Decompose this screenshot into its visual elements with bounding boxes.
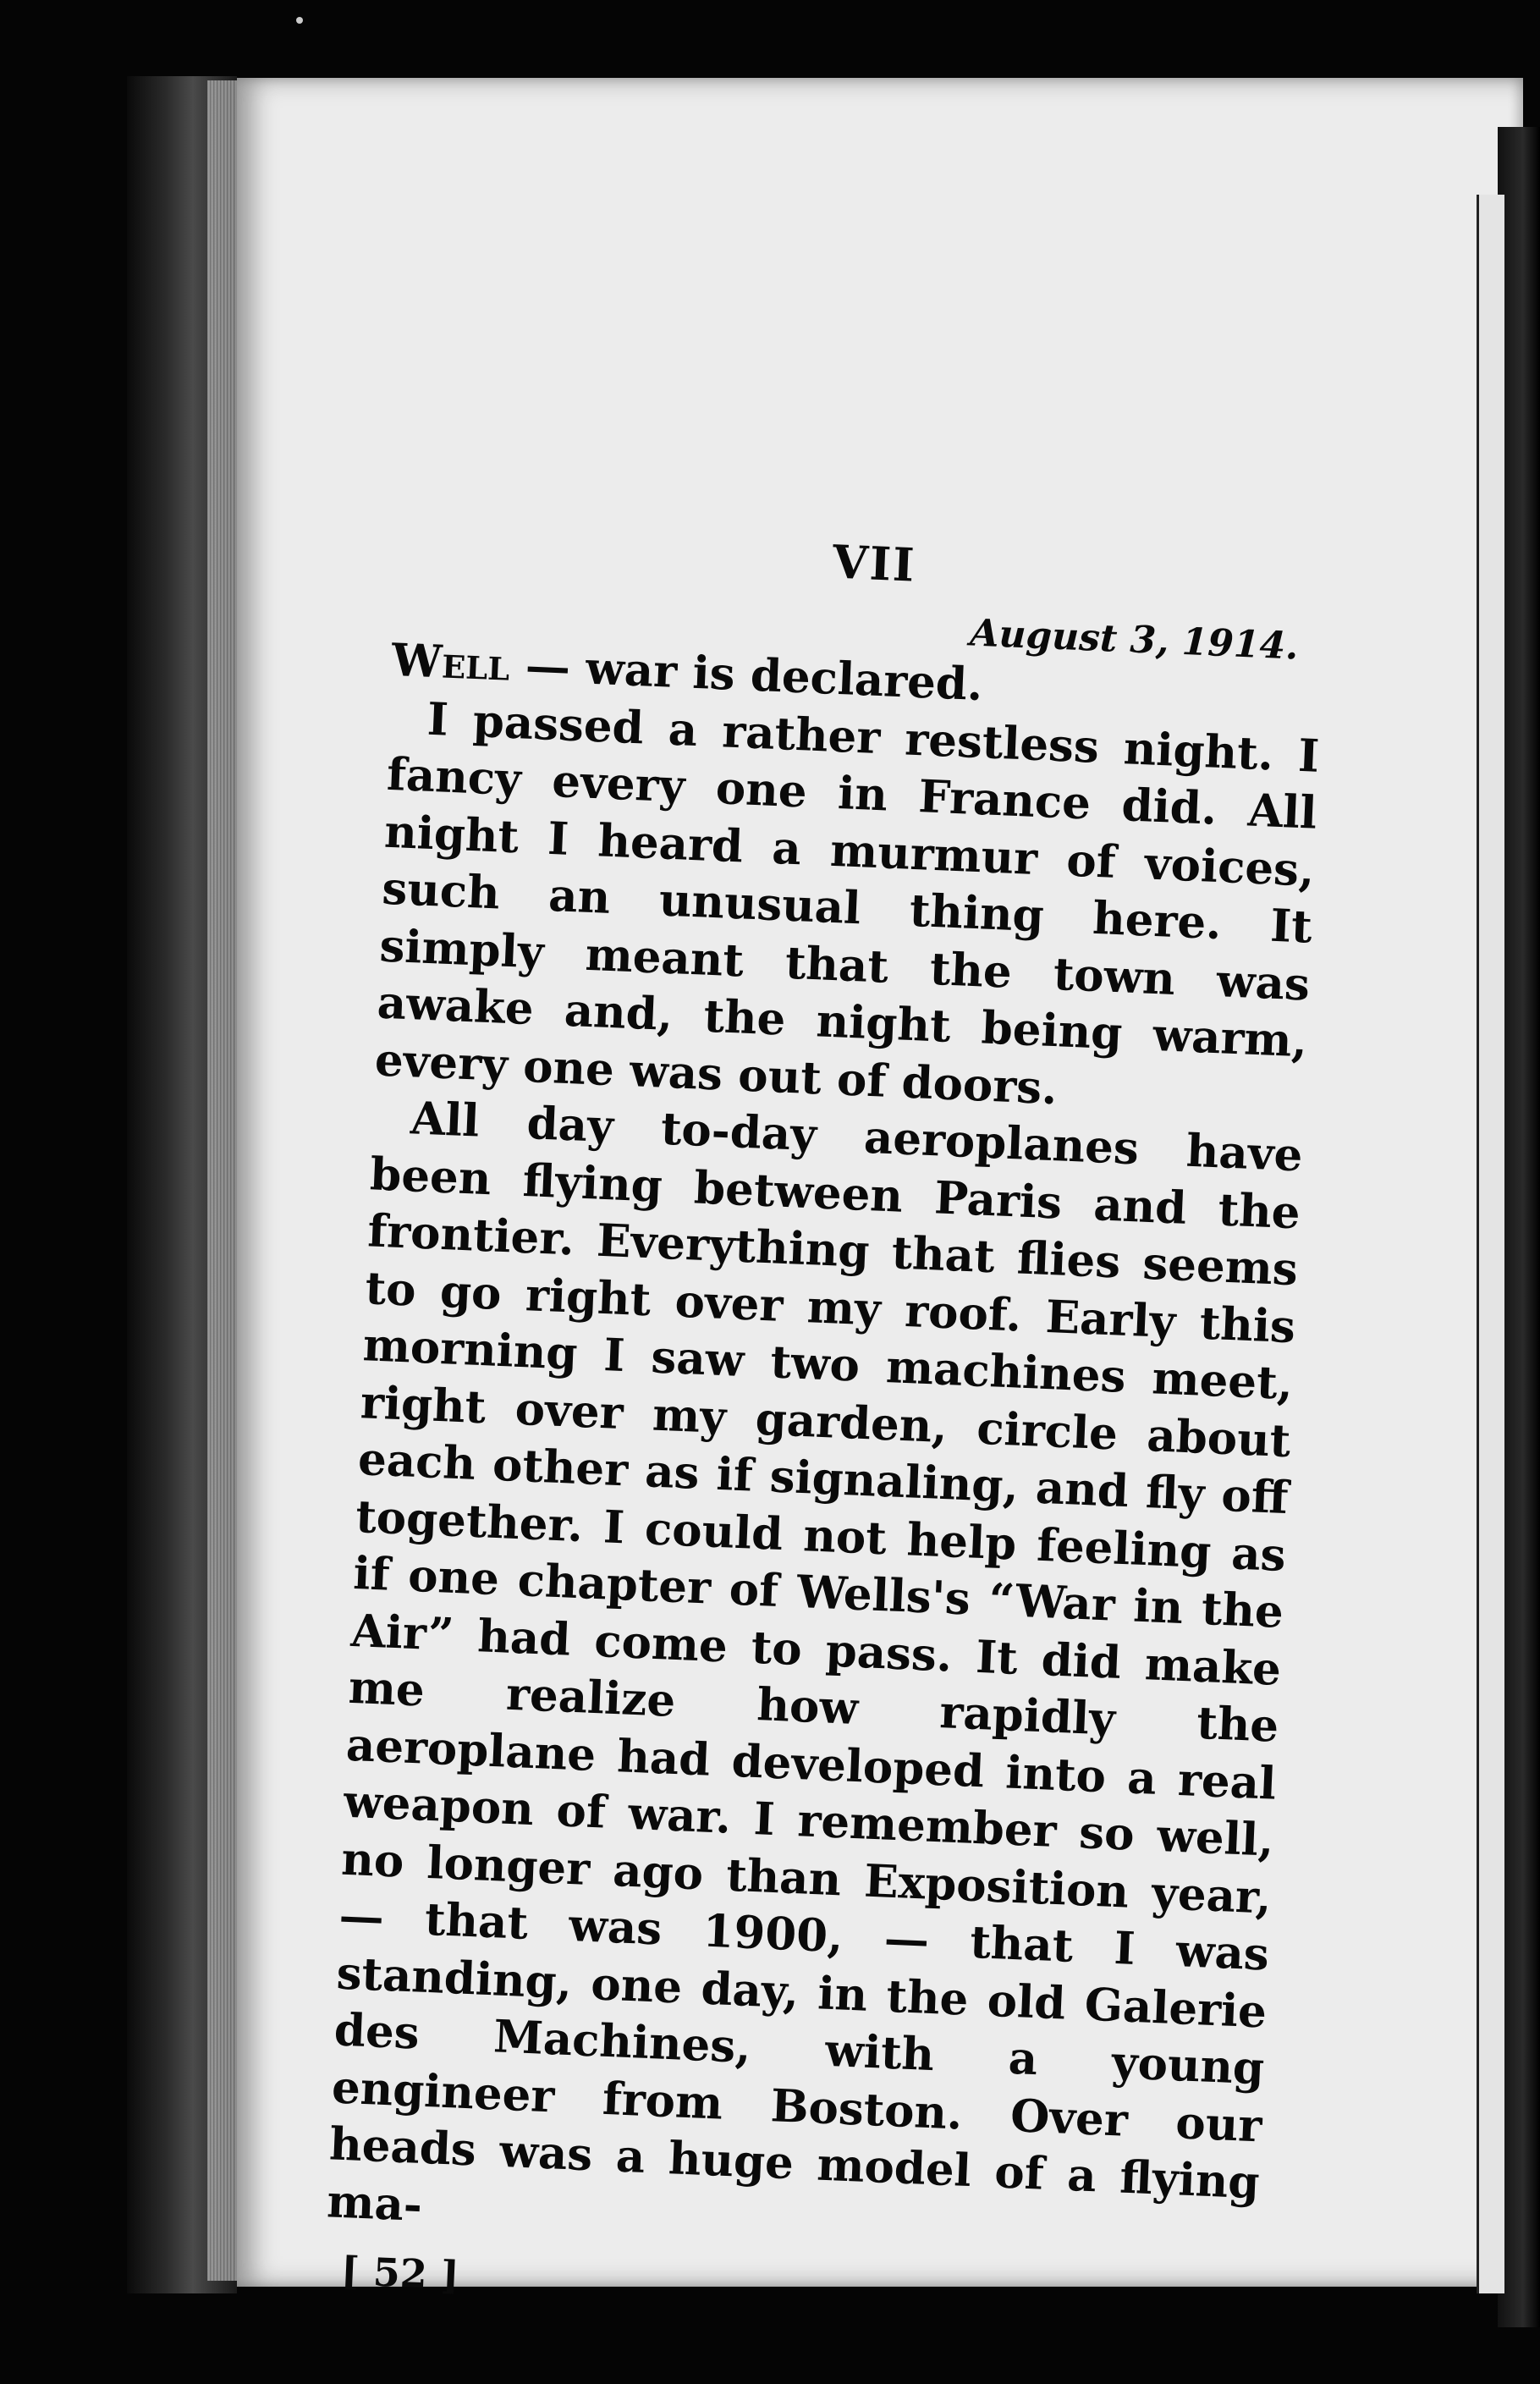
scan-speck xyxy=(296,17,303,24)
dateline: August 3, 1914. xyxy=(969,611,1300,669)
page-edges xyxy=(207,80,241,2281)
facing-page-edge xyxy=(1477,195,1504,2293)
page-number: [ 52 ] xyxy=(340,2248,460,2299)
opening-rest: — war is declared. xyxy=(509,638,984,712)
paragraph-2: All day to-day aeroplanes have been flying between Paris and the frontier. Everything that flies seems to go right over my roof. Early this morning I saw two machines meet, right over my garden, circle about each other as if signaling, and fly off together. I could not help feeling as if one chapter of Wells's “War in the Air” had come to pass. It did make me realize how rapidly the aeroplane had developed into a real weapon of war. I remember so well, no longer ago than Exposition year, — that was 1900, — that I was standing, one day, in the old Galerie des Machines, with a young engineer from Boston. Over our heads was a huge model of a flying ma- xyxy=(326,1092,1304,2232)
paragraph-1: I passed a rather restless night. I fancy every one in France did. All night I heard a murmur of voices, such an unusual thing here. It simply meant that the town was awake and, the night being warm, every one was out of doors. xyxy=(373,692,1321,1115)
page-text-block xyxy=(323,516,1328,2332)
chapter-heading: VII xyxy=(831,534,917,592)
opening-smallcaps: Well xyxy=(390,633,511,691)
